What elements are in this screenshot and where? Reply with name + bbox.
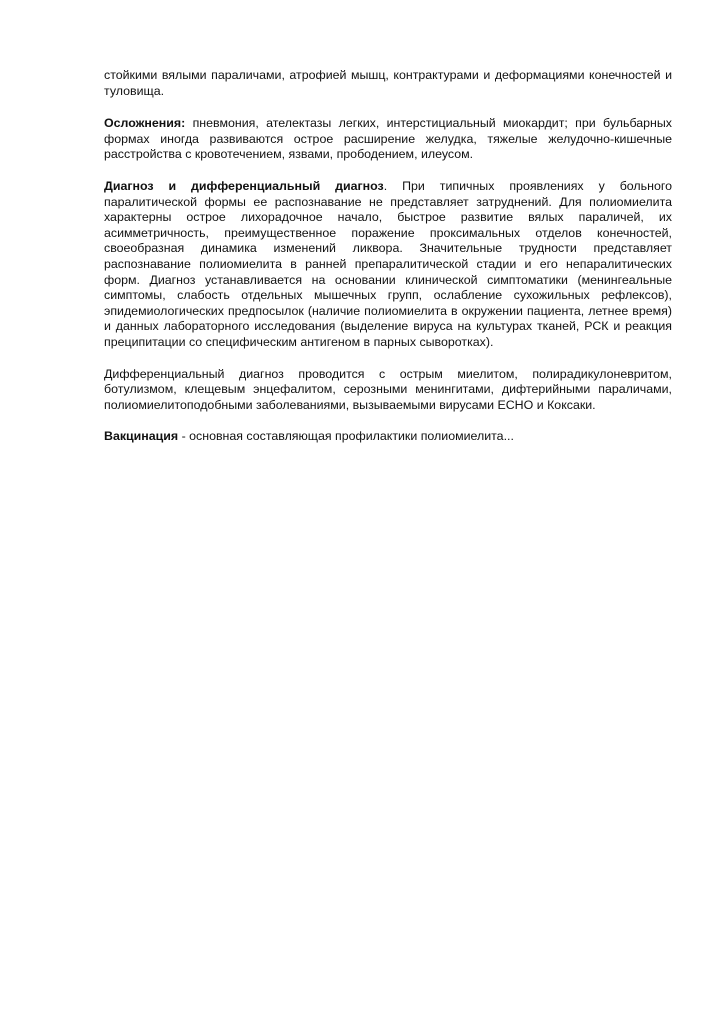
paragraph-complications: [104, 116, 672, 163]
differential-diagnosis-body: Дифференциальный диагноз проводится с острым миелитом, полирадикулоневритом, ботулизмом, клещевым энцефалитом, серозными менингитами, дифтерийными параличами, полиомиелитоподобными заболеваниями, вызываемыми вирусами ЕСНО и Коксаки.: [104, 366, 672, 412]
vaccination-body: - основная составляющая профилактики полиомиелита...: [178, 429, 514, 444]
paragraph-diagnosis: [104, 179, 672, 351]
complications-body: пневмония, ателектазы легких, интерстициальный миокардит; при бульбарных формах иногда развиваются острое расширение желудка, тяжелые желудочно-кишечные расстройства с кровотечением, язвами, прободением, илеусом.: [104, 116, 672, 162]
paragraph-vaccination: [104, 429, 672, 445]
complications-heading: Осложнения:: [104, 116, 186, 131]
text-column: [104, 68, 672, 461]
vaccination-heading: Вакцинация: [104, 429, 179, 444]
paragraph-paralysis-continuation: [104, 68, 672, 99]
diagnosis-body: . При типичных проявлениях у больного паралитической формы ее распознавание не представляет затруднений. Для полиомиелита характерны острое лихорадочное начало, быстрое развитие вялых параличей, их асимметричность, преимущественное поражение проксимальных отделов конечностей, своеобразная динамика изменений ликвора. Значительные трудности представляет распознавание полиомиелита в ранней препаралитической стадии и его непаралитических форм. Диагноз устанавливается на основании клинической симптоматики (менингеальные симптомы, слабость отдельных мышечных групп, ослабление сухожильных рефлексов), эпидемиологических предпосылок (наличие полиомиелита в окружении пациента, летнее время) и данных лабораторного исследования (выделение вируса на культурах тканей, РСК и реакция преципитации со специфическим антигеном в парных сыворотках).: [104, 178, 672, 349]
paragraph-differential-diagnosis: [104, 367, 672, 414]
diagnosis-heading: Диагноз и дифференциальный диагноз: [104, 178, 384, 193]
paragraph-body: стойкими вялыми параличами, атрофией мышц, контрактурами и деформациями конечностей и туловища.: [104, 68, 672, 98]
